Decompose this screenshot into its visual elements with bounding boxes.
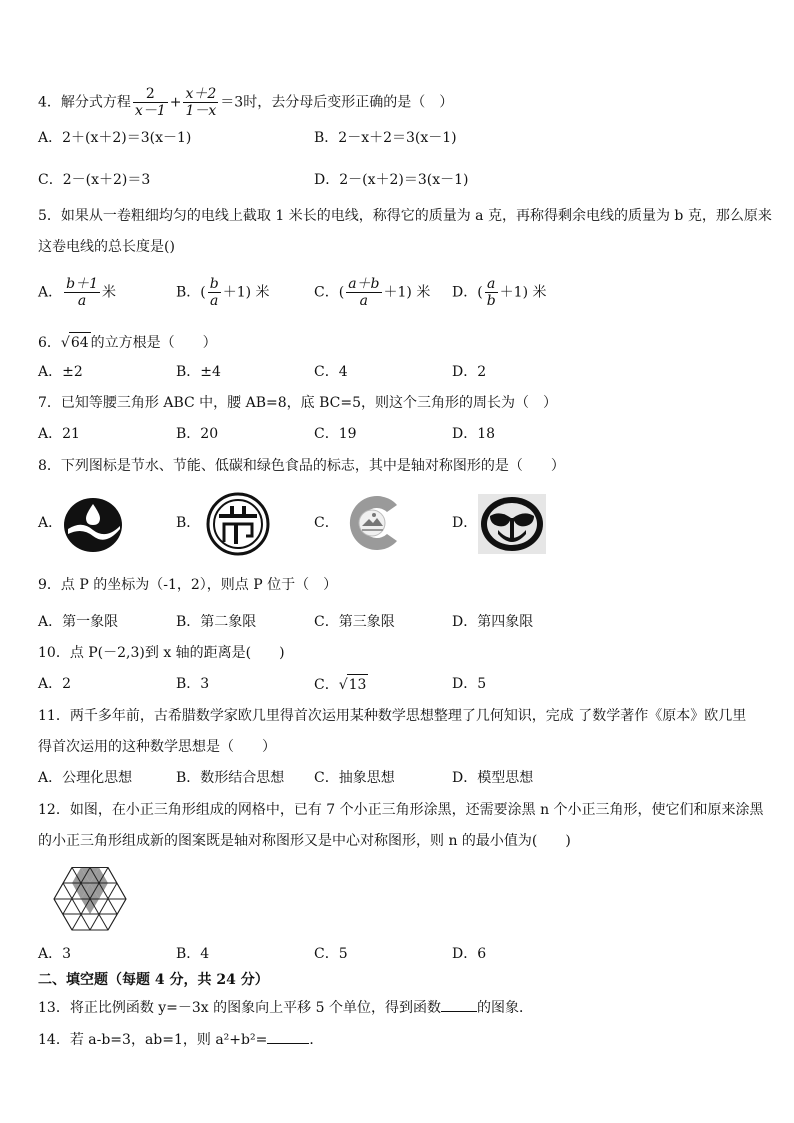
- q5-c-den: a: [359, 293, 369, 309]
- q9-option-c[interactable]: C．第三象限: [314, 614, 395, 630]
- q6-option-c[interactable]: C．4: [314, 364, 348, 380]
- q9-stem: 9．点 P 的坐标为（-1，2），则点 P 位于（ ）: [38, 577, 338, 593]
- q11-option-b[interactable]: B．数形结合思想: [176, 770, 285, 786]
- q13-stem-b: 的图象．: [476, 1000, 533, 1016]
- q8-option-a[interactable]: A．: [38, 515, 63, 531]
- section-2-heading: 二、填空题（每题 4 分，共 24 分）: [38, 972, 269, 988]
- q5-c-label: C．(: [314, 284, 345, 301]
- q6-option-a[interactable]: A．±2: [38, 364, 83, 380]
- q13-stem: [38, 998, 533, 1018]
- q6-option-d[interactable]: D．2: [452, 364, 487, 380]
- q5-b-fraction: [208, 276, 221, 309]
- q11-line1: 11．两千多年前，古希腊数学家欧几里得首次运用某种数学思想整理了几何知识，完成 了数学著作《原本》欧几里: [38, 708, 747, 724]
- q5-c-fraction: [346, 276, 381, 309]
- q5-a-den: a: [77, 293, 87, 309]
- q12-line2: 的小正三角形组成新的图案既是轴对称图形又是中心对称图形，则 n 的最小值为( ): [38, 833, 571, 849]
- q5-d-label: D．(: [452, 284, 483, 301]
- q5-b-tail: ＋1) 米: [222, 284, 270, 301]
- q8-option-c[interactable]: C．: [314, 515, 339, 531]
- q10-stem: 10．点 P(－2,3)到 x 轴的距离是( ): [38, 645, 285, 661]
- q6-radicand: 64: [69, 332, 91, 353]
- q7-stem: 7．已知等腰三角形 ABC 中，腰 AB=8，底 BC=5，则这个三角形的周长为（ ）: [38, 395, 558, 411]
- q4-option-a[interactable]: A．2＋(x＋2)＝3(x－1): [38, 130, 192, 146]
- q11-option-d[interactable]: D．模型思想: [452, 770, 534, 786]
- q4-f2-den: 1－x: [185, 103, 217, 119]
- q5-d-tail: ＋1) 米: [499, 284, 547, 301]
- q4-fraction-1: [133, 86, 168, 119]
- q12-option-d[interactable]: D．6: [452, 946, 487, 962]
- q5-line2: 这卷电线的总长度是(): [38, 239, 175, 255]
- green-food-logo-icon: [478, 494, 546, 554]
- q5-c-num: a＋b: [348, 276, 380, 292]
- q5-option-a[interactable]: [38, 276, 116, 309]
- q4-f1-den: x－1: [134, 103, 166, 119]
- energy-saving-logo-icon: [206, 492, 270, 556]
- q4-option-d[interactable]: D．2－(x＋2)＝3(x－1): [314, 172, 469, 188]
- q10-option-c[interactable]: [314, 674, 368, 695]
- q12-option-a[interactable]: A．3: [38, 946, 72, 962]
- water-saving-logo-icon: [62, 496, 124, 554]
- q5-option-b[interactable]: [176, 276, 270, 309]
- q14-stem-b: ．: [309, 1032, 324, 1048]
- q10-c-radicand: 13: [347, 674, 369, 695]
- q7-option-b[interactable]: B．20: [176, 426, 219, 442]
- q5-b-den: a: [210, 293, 219, 309]
- q10-option-d[interactable]: D．5: [452, 676, 487, 692]
- q11-option-a[interactable]: A．公理化思想: [38, 770, 133, 786]
- q5-d-den: b: [486, 293, 496, 309]
- q9-option-d[interactable]: D．第四象限: [452, 614, 534, 630]
- q5-a-num: b＋1: [66, 276, 98, 292]
- q5-a-fraction: [64, 276, 100, 309]
- q10-option-b[interactable]: B．3: [176, 676, 210, 692]
- q6-stem-b: 的立方根是（ ）: [90, 335, 217, 351]
- q7-option-a[interactable]: A．21: [38, 426, 80, 442]
- q6-stem-a: 6．: [38, 335, 61, 351]
- sqrt-icon: √: [338, 677, 348, 693]
- q6-option-b[interactable]: B．±4: [176, 364, 221, 380]
- q5-b-num: b: [209, 276, 219, 292]
- q4-option-c[interactable]: C．2－(x＋2)＝3: [38, 172, 151, 188]
- q14-stem: [38, 1030, 323, 1050]
- q4-option-b[interactable]: B．2－x＋2＝3(x－1): [314, 130, 457, 146]
- q4-f1-num: 2: [133, 86, 168, 103]
- q5-option-d[interactable]: [452, 276, 546, 309]
- q7-option-d[interactable]: D．18: [452, 426, 496, 442]
- q5-a-label: A．: [38, 284, 63, 301]
- q14-answer-blank[interactable]: [267, 1043, 309, 1044]
- q5-c-tail: ＋1) 米: [383, 284, 431, 301]
- q8-option-d[interactable]: D．: [452, 515, 478, 531]
- q5-option-c[interactable]: [314, 276, 430, 309]
- q9-option-b[interactable]: B．第二象限: [176, 614, 257, 630]
- q4-stem: [38, 86, 453, 119]
- q12-option-b[interactable]: B．4: [176, 946, 210, 962]
- q5-d-fraction: [485, 276, 498, 309]
- low-carbon-logo-icon: [342, 492, 404, 554]
- q10-c-label: C．: [314, 677, 339, 693]
- q5-a-unit: 米: [102, 284, 116, 301]
- q4-fraction-2: [183, 86, 218, 119]
- q6-stem: [38, 332, 217, 353]
- q13-stem-a: 13．将正比例函数 y=－3x 的图象向上平移 5 个单位，得到函数: [38, 1000, 441, 1016]
- q9-option-a[interactable]: A．第一象限: [38, 614, 119, 630]
- q10-option-a[interactable]: A．2: [38, 676, 72, 692]
- q13-answer-blank[interactable]: [441, 1011, 477, 1012]
- q14-stem-a: 14．若 a-b=3，ab=1，则 a²+b²=: [38, 1032, 268, 1048]
- q11-line2: 得首次运用的这种数学思想是（ ）: [38, 739, 276, 755]
- q4-stem-b: ＝3时，去分母后变形正确的是（ ）: [220, 94, 454, 111]
- q8-stem: 8．下列图标是节水、节能、低碳和绿色食品的标志，其中是轴对称图形的是（ ）: [38, 458, 565, 474]
- triangle-grid-figure: [52, 858, 128, 934]
- q7-option-c[interactable]: C．19: [314, 426, 357, 442]
- q11-option-c[interactable]: C．抽象思想: [314, 770, 395, 786]
- sqrt-icon: √: [60, 335, 70, 351]
- q5-d-num: a: [485, 276, 498, 293]
- q12-option-c[interactable]: C．5: [314, 946, 348, 962]
- q8-option-b[interactable]: B．: [176, 515, 201, 531]
- q5-b-label: B．(: [176, 284, 206, 301]
- q4-plus: +: [169, 94, 182, 111]
- q5-line1: 5．如果从一卷粗细均匀的电线上截取 1 米长的电线，称得它的质量为 a 克，再称得剩余电线的质量为 b 克，那么原来: [38, 208, 772, 224]
- q12-line1: 12．如图，在小正三角形组成的网格中，已有 7 个小正三角形涂黑，还需要涂黑 n 个小正三角形，使它们和原来涂黑: [38, 802, 764, 818]
- q4-f2-num: x＋2: [185, 86, 217, 102]
- q4-stem-a: 4．解分式方程: [38, 94, 131, 111]
